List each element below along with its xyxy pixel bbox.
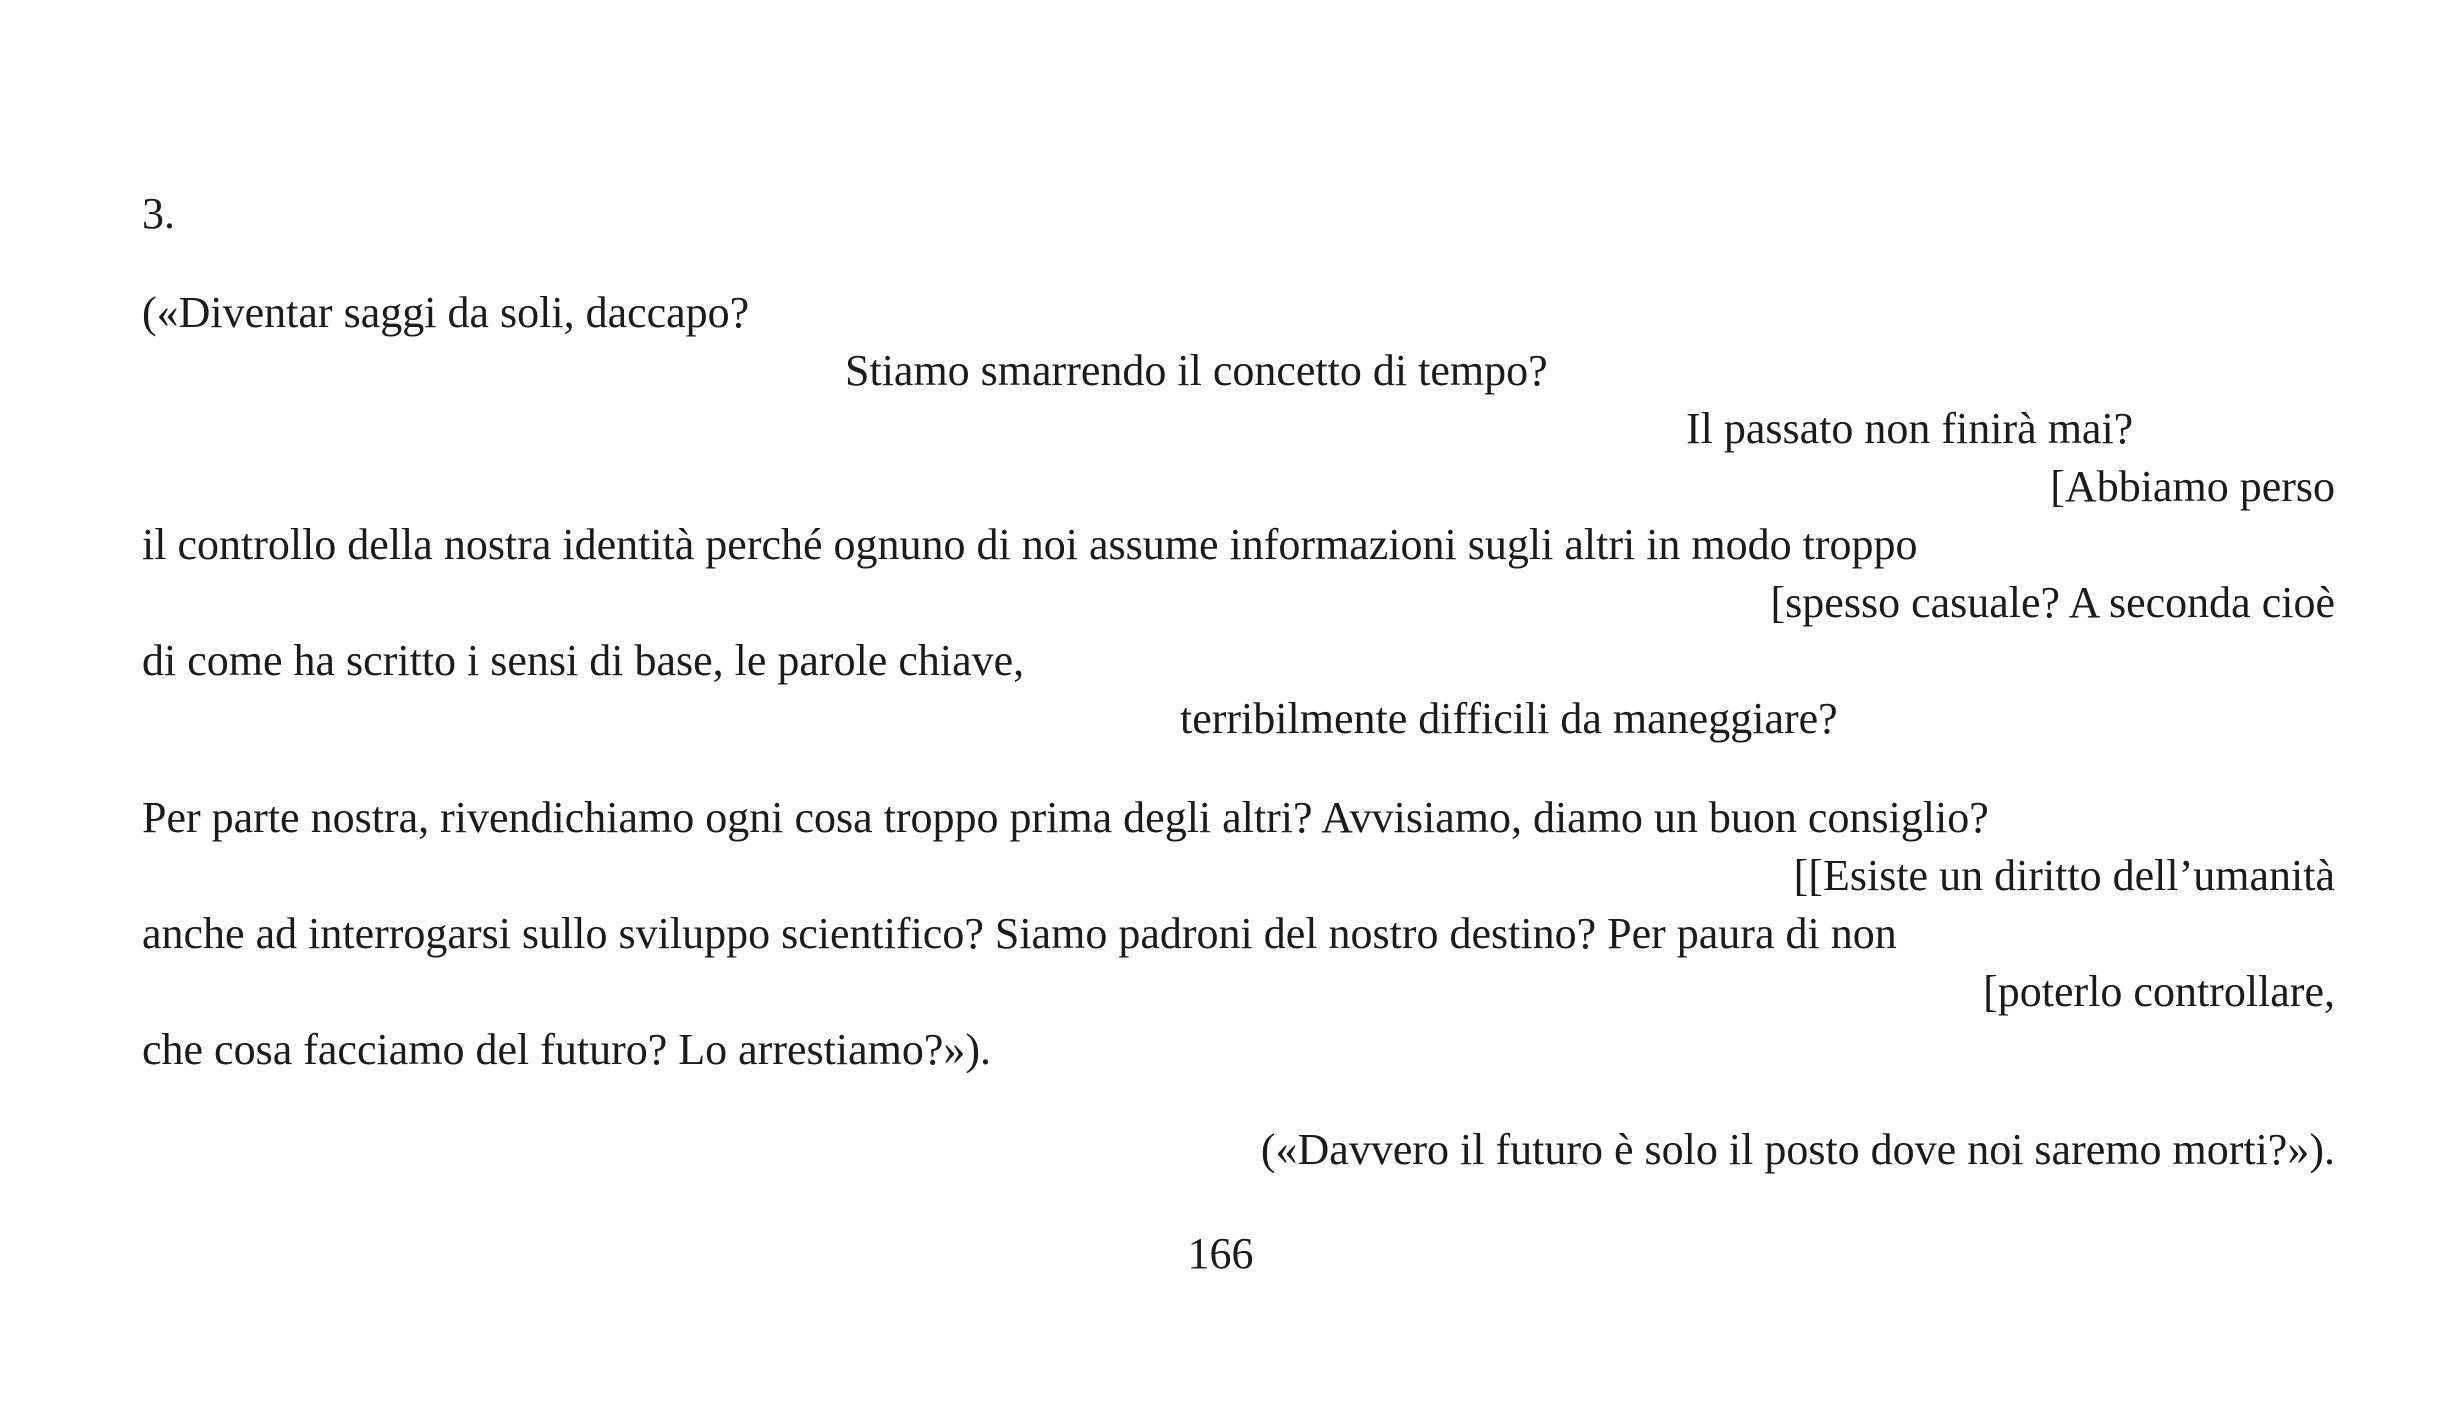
poem-line: di come ha scritto i sensi di base, le parole chiave, xyxy=(142,636,1025,685)
poem-line: («Diventar saggi da soli, daccapo? xyxy=(142,288,750,337)
poem-line: [spesso casuale? A seconda cioè xyxy=(1770,578,2335,627)
closing-line: («Davvero il futuro è solo il posto dove noi saremo morti?»). xyxy=(1260,1125,2335,1174)
section-number: 3. xyxy=(142,189,175,238)
poem-line: [Abbiamo perso xyxy=(2050,462,2335,511)
poem-line: terribilmente difficili da maneggiare? xyxy=(1180,694,1838,743)
poem-line: [[Esiste un diritto dell’umanità xyxy=(1793,851,2335,900)
poem-line: Per parte nostra, rivendichiamo ogni cosa troppo prima degli altri? Avvisiamo, diamo un buon consiglio? xyxy=(142,793,1989,842)
poem-line: che cosa facciamo del futuro? Lo arrestiamo?»). xyxy=(142,1025,992,1074)
page-number: 166 xyxy=(1187,1229,1254,1278)
poem-line: [poterlo controllare, xyxy=(1983,967,2335,1016)
poem-line: Stiamo smarrendo il concetto di tempo? xyxy=(845,346,1548,395)
poem-line: il controllo della nostra identità perché ognuno di noi assume informazioni sugli altri in modo troppo xyxy=(142,520,1918,569)
poem-line: Il passato non finirà mai? xyxy=(1686,404,2134,453)
poem-line: anche ad interrogarsi sullo sviluppo scientifico? Siamo padroni del nostro destino? Per paura di non xyxy=(142,909,1897,958)
